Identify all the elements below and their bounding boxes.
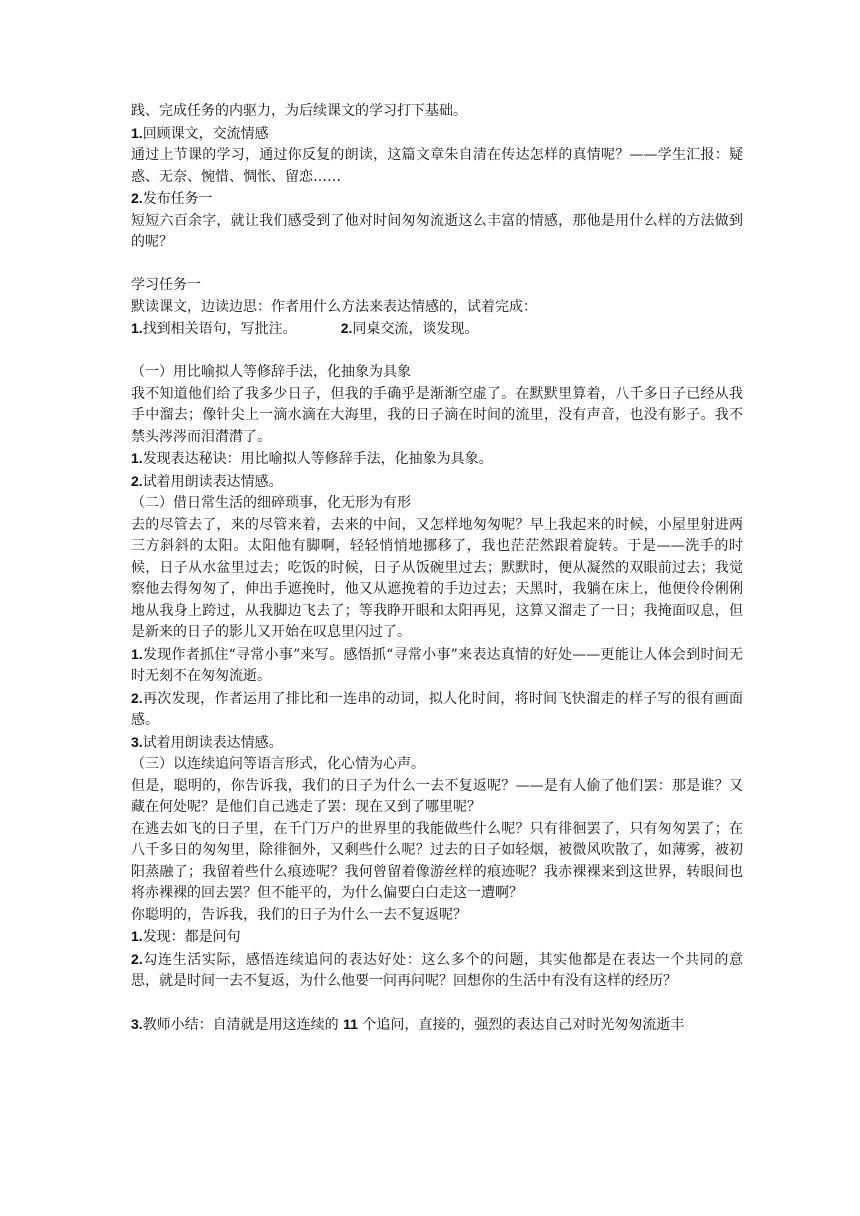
text-line: （一）用比喻拟人等修辞手法，化抽象为具象 [131, 364, 411, 380]
text-line: 我不知道他们给了我多少日子，但我的手确乎是渐渐空虚了。在默默里算着，八千多日子已经从我手中溜去；像针尖上一滴水滴在大海里，我的日子滴在时间的流里，没有声音，也没有影子。我不禁头涔涔而泪潸潸了。 [131, 385, 743, 445]
list-number: 2. [340, 320, 353, 336]
list-number: 2. [131, 950, 143, 967]
blank-line [131, 341, 743, 363]
text-line: 试着用朗读表达情感。 [142, 734, 283, 751]
list-item [131, 732, 743, 755]
list-item [131, 949, 743, 993]
section-heading [131, 275, 743, 297]
text-line: 找到相关语句，写批注。 [142, 321, 297, 337]
sub-heading [131, 493, 743, 515]
sub-heading [131, 754, 743, 776]
text-line: 在逃去如飞的日子里，在千门万户的世界里的我能做些什么呢？只有徘徊罢了，只有匆匆罢了；在八千多日的匆匆里，除徘徊外，又剩些什么呢？过去的日子如轻烟，被微风吹散了，如薄雾，被初阳蒸融了；我留着些什么痕迹呢？我何曾留着像游丝样的痕迹呢？我赤裸裸来到这世界，转眼间也将赤裸裸的回去罢？但不能平的，为什么偏要白白走这一遭啊？ [131, 820, 743, 901]
list-item [131, 448, 743, 471]
list-item [131, 688, 743, 732]
quote-paragraph [131, 819, 743, 905]
text-line: 发现表达秘诀：用比喻拟人等修辞手法，化抽象为具象。 [142, 451, 493, 467]
text-line: 学习任务一 [131, 277, 201, 293]
list-item [131, 123, 743, 146]
blank-line [131, 993, 743, 1015]
quote-paragraph [131, 776, 743, 819]
list-item [131, 471, 743, 494]
text-line: 发布任务一 [142, 191, 213, 207]
number-inline: 11 [343, 1016, 358, 1032]
text-line: 短短六百余字，就让我们感受到了他对时间匆匆流逝这么丰富的情感，那他是用什么样的方法做到的呢？ [131, 212, 743, 250]
text-line: 同桌交流，谈发现。 [352, 321, 479, 337]
sub-heading [131, 362, 743, 384]
paragraph [131, 297, 743, 319]
text-line: 勾连生活实际，感悟连续追问的表达好处：这么多个的问题，其实他都是在表达一个共同的意思，就是时间一去不复返，为什么他要一问再问呢？回想你的生活中有没有这样的经历？ [131, 951, 743, 989]
text-line: 再次发现，作者运用了排比和一连串的动词，拟人化时间，将时间飞快溜走的样子写的很有画面感。 [131, 690, 743, 728]
paragraph [131, 101, 743, 123]
text-line: （三）以连续追问等语言形式，化心情为心声。 [131, 756, 425, 772]
text-line: 通过上节课的学习，通过你反复的朗读，这篇文章朱自清在传达怎样的真情呢？——学生汇报：疑惑、无奈、惋惜、惆怅、留恋…… [131, 147, 743, 185]
list-number: 1. [131, 320, 143, 336]
list-item [131, 644, 743, 688]
quote-paragraph [131, 905, 743, 927]
text-line: 践、完成任务的内驱力，为后续课文的学习打下基础。 [131, 103, 467, 119]
paragraph [131, 145, 743, 188]
list-item [131, 926, 743, 949]
list-number: 1. [131, 450, 143, 466]
text-line: 个追问，直接的，强烈的表达自己对时光匆匆流逝丰 [362, 1017, 685, 1033]
list-item [131, 188, 743, 211]
quote-paragraph [131, 515, 743, 644]
text-line: 默读课文，边读边思：作者用什么方法来表达情感的，试着完成： [131, 298, 537, 315]
list-number: 1. [131, 124, 143, 141]
text-line: 你聪明的，告诉我，我们的日子为什么一去不复返呢？ [131, 906, 467, 923]
list-item [131, 1014, 743, 1037]
text-line: 回顾课文，交流情感 [142, 125, 269, 142]
list-number: 2. [131, 190, 143, 206]
list-number: 2. [131, 472, 143, 489]
text-line: 发现作者抓住“寻常小事”来写。感悟抓“寻常小事”来表达真情的好处——更能让人体会到时间无时无刻不在匆匆流逝。 [131, 646, 743, 684]
list-number: 1. [131, 645, 143, 662]
text-line: 教师小结：自清就是用这连续的 [142, 1017, 339, 1033]
text-line: 发现：都是问句 [142, 929, 241, 945]
text-line: 试着用朗读表达情感。 [142, 473, 283, 490]
document-body [131, 101, 743, 1037]
text-line: 去的尽管去了，来的尽管来着，去来的中间，又怎样地匆匆呢？早上我起来的时候，小屋里射进两三方斜斜的太阳。太阳他有脚啊，轻轻悄悄地挪移了，我也茫茫然跟着旋转。于是——洗手的时候，日子从水盆里过去；吃饭的时候，日子从饭碗里过去；默默时，便从凝然的双眼前过去；我觉察他去得匆匆了，伸出手遮挽时，他又从遮挽着的手边过去；天黑时，我躺在床上，他便伶伶俐俐地从我身上跨过，从我脚边飞去了；等我睁开眼和太阳再见，这算又溜走了一日；我掩面叹息，但是新来的日子的影儿又开始在叹息里闪过了。 [131, 516, 743, 640]
quote-paragraph [131, 384, 743, 449]
blank-line [131, 254, 743, 276]
paragraph [131, 211, 743, 254]
list-number: 2. [131, 689, 143, 706]
text-line: （二）借日常生活的细碎琐事，化无形为有形 [131, 495, 411, 511]
list-item [131, 318, 743, 341]
text-line: 但是，聪明的，你告诉我，我们的日子为什么一去不复返呢？——是有人偷了他们罢：那是谁？又藏在何处呢？是他们自己逃走了罢：现在又到了哪里呢？ [131, 777, 743, 815]
list-number: 3. [131, 1016, 143, 1032]
list-number: 1. [131, 928, 143, 944]
list-number: 3. [131, 733, 143, 750]
